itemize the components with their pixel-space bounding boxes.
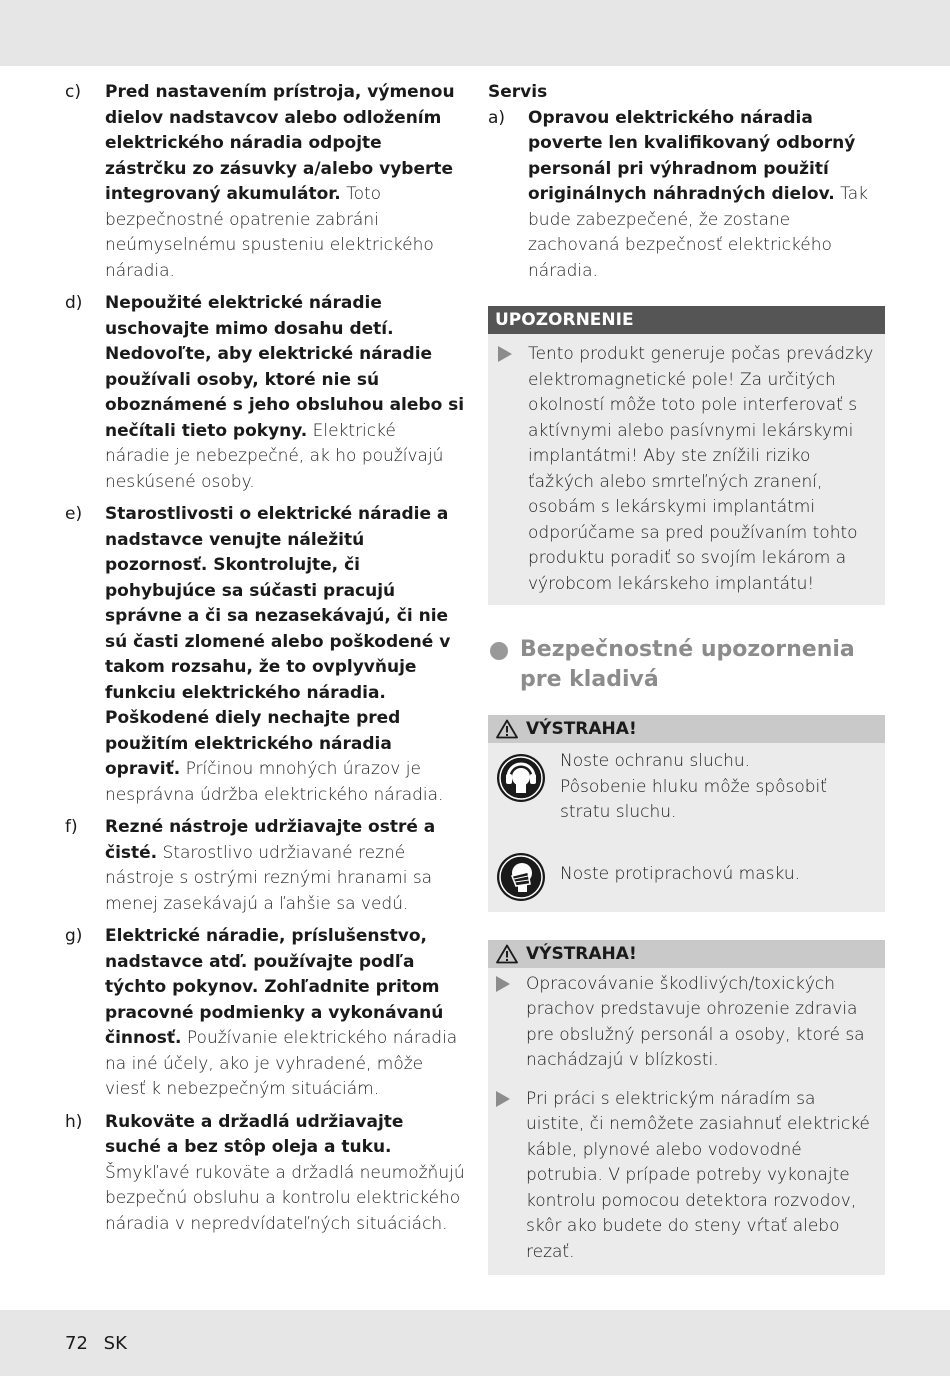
upozornenie-text: Tento produkt generuje počas prevádzky elektromagnetické pole! Za určitých okolností môže toto pole interferovať s aktívnymi alebo pasívnymi lekárskymi implantátmi! Aby ste znížili riziko ťažkých alebo smrteľných zranení, osobám s lekárskymi implantátmi odporúčame sa pred používaním tohto produktu poradiť so svojím lekárom a výrobcom lekárskeho implantátu!	[528, 344, 874, 594]
item-text: Elektrické náradie je nebezpečné, ak ho používajú neskúsené osoby.	[105, 420, 444, 492]
section-heading	[488, 635, 885, 695]
item-label: a)	[488, 107, 506, 128]
language-code: SK	[103, 1333, 127, 1354]
item-text: Šmykľavé rukoväte a držadlá neumožňujú bezpečnú obsluhu a kontrolu elektrického náradia v nepredvídateľných situáciách.	[105, 1162, 465, 1234]
top-band	[0, 0, 950, 66]
item-text: Používanie elektrického náradia na iné účely, ako je vyhradené, môže viesť k nebezpečným situáciám.	[105, 1028, 458, 1099]
item-text: Toto bezpečnostné opatrenie zabráni neúmyselnému spusteniu elektrického náradia.	[105, 184, 434, 281]
triangle-right-icon	[496, 1091, 510, 1107]
warning-item	[496, 1087, 877, 1266]
warning-triangle-icon	[496, 719, 518, 739]
item-text: Tak bude zabezpečené, že zostane zachovaná bezpečnosť elektrického náradia.	[528, 184, 868, 281]
warning-item	[496, 972, 877, 1074]
dust-mask-text: Noste protiprachovú masku.	[560, 863, 800, 884]
servis-item-a	[488, 106, 885, 285]
warning-title-1	[488, 715, 885, 743]
item-bold-text: Rezné nástroje udržiavajte ostré a čisté.	[105, 817, 436, 863]
item-label: d)	[65, 293, 83, 313]
warning-title-2	[488, 940, 885, 968]
ear-protection-icon	[496, 753, 546, 803]
page-number: 72	[65, 1333, 88, 1354]
warning-title-text: VÝSTRAHA!	[526, 943, 637, 964]
list-item-g	[65, 924, 465, 1103]
section-heading-line2: pre kladivá	[520, 667, 659, 692]
warning-item-text: Opracovávanie škodlivých/toxických prachov predstavuje ohrozenie zdravia pre obslužný personál a osoby, ktoré sa nachádzajú v blízkosti.	[526, 973, 865, 1070]
warning-title-text: VÝSTRAHA!	[526, 719, 637, 739]
item-text: Starostlivo udržiavané rezné nástroje s ostrými reznými hranami sa menej zasekávajú a ľahšie sa vedú.	[105, 842, 433, 914]
warning-box-1	[488, 715, 885, 912]
ear-protection-text: Noste ochranu sluchu. Pôsobenie hluku môže spôsobiť stratu sluchu.	[560, 751, 827, 822]
servis-title: Servis	[488, 82, 548, 102]
upozornenie-box	[488, 306, 885, 605]
triangle-right-icon	[496, 976, 510, 992]
list-item-h	[65, 1110, 465, 1238]
item-label: h)	[65, 1111, 83, 1132]
upozornenie-title: UPOZORNENIE	[488, 306, 885, 334]
item-label: f)	[65, 817, 78, 837]
item-text: Príčinou mnohých úrazov je nesprávna údržba elektrického náradia.	[105, 759, 444, 805]
bottom-band	[0, 1310, 950, 1376]
item-bold-text: Rukoväte a držadlá udržiavajte suché a bez stôp oleja a tuku.	[105, 1111, 404, 1157]
item-bold-text: Pred nastavením prístroja, výmenou dielov nadstavcov alebo odložením elektrického náradia odpojte zástrčku zo zásuvky a/alebo vyberte integrovaný akumulátor.	[105, 82, 455, 204]
list-item-c	[65, 80, 465, 284]
warning-item-text: Pri práci s elektrickým náradím sa uistite, či nemôžete zasiahnuť elektrické káble, plynové alebo vodovodné potrubia. V prípade potreby vykonajte kontrolu pomocou detektora rozvodov, skôr ako budete do steny vŕtať alebo rezať.	[526, 1088, 870, 1262]
list-item-e	[65, 502, 465, 808]
upozornenie-body	[488, 334, 885, 605]
item-label: e)	[65, 504, 83, 524]
item-label: g)	[65, 926, 83, 946]
list-item-d	[65, 291, 465, 495]
item-bold-text: Opravou elektrického náradia poverte len kvalifikovaný odborný personál pri výhradnom použití originálnych náhradných dielov.	[528, 107, 856, 204]
dust-mask-row	[496, 848, 877, 902]
warning-triangle-icon	[496, 944, 518, 964]
warning-body-2	[488, 968, 885, 1276]
item-bold-text: Elektrické náradie, príslušenstvo, nadstavce atď. používajte podľa týchto pokynov. Zohľadnite pritom pracovné podmienky a vykonávanú činnosť.	[105, 926, 444, 1048]
item-bold-text: Nepoužité elektrické náradie uschovajte mimo dosahu detí. Nedovoľte, aby elektrické náradie používali osoby, ktoré nie sú oboznámené s jeho obsluhou alebo si nečítali tieto pokyny.	[105, 293, 465, 441]
triangle-right-icon	[498, 346, 512, 362]
warning-box-2	[488, 940, 885, 1276]
dust-mask-icon	[496, 852, 546, 902]
section-heading-line1: Bezpečnostné upozornenia	[520, 637, 855, 662]
bullet-dot-icon	[490, 642, 508, 660]
item-bold-text: Starostlivosti o elektrické náradie a nadstavce venujte náležitú pozornosť. Skontrolujte, či pohybujúce sa súčasti pracujú správne a či sa nezasekávajú, či nie sú časti zlomené alebo poškodené v takom rozsahu, že to ovplyvňuje funkciu elektrického náradia. Poškodené diely nechajte pred použitím elektrického náradia opraviť.	[105, 504, 451, 779]
item-label: c)	[65, 82, 81, 102]
ear-protection-row	[496, 749, 877, 826]
list-item-f	[65, 815, 465, 917]
upozornenie-item	[498, 342, 875, 597]
right-column	[488, 80, 885, 1303]
warning-body-1	[488, 743, 885, 912]
left-column	[65, 80, 465, 1244]
page-footer	[65, 1333, 137, 1354]
